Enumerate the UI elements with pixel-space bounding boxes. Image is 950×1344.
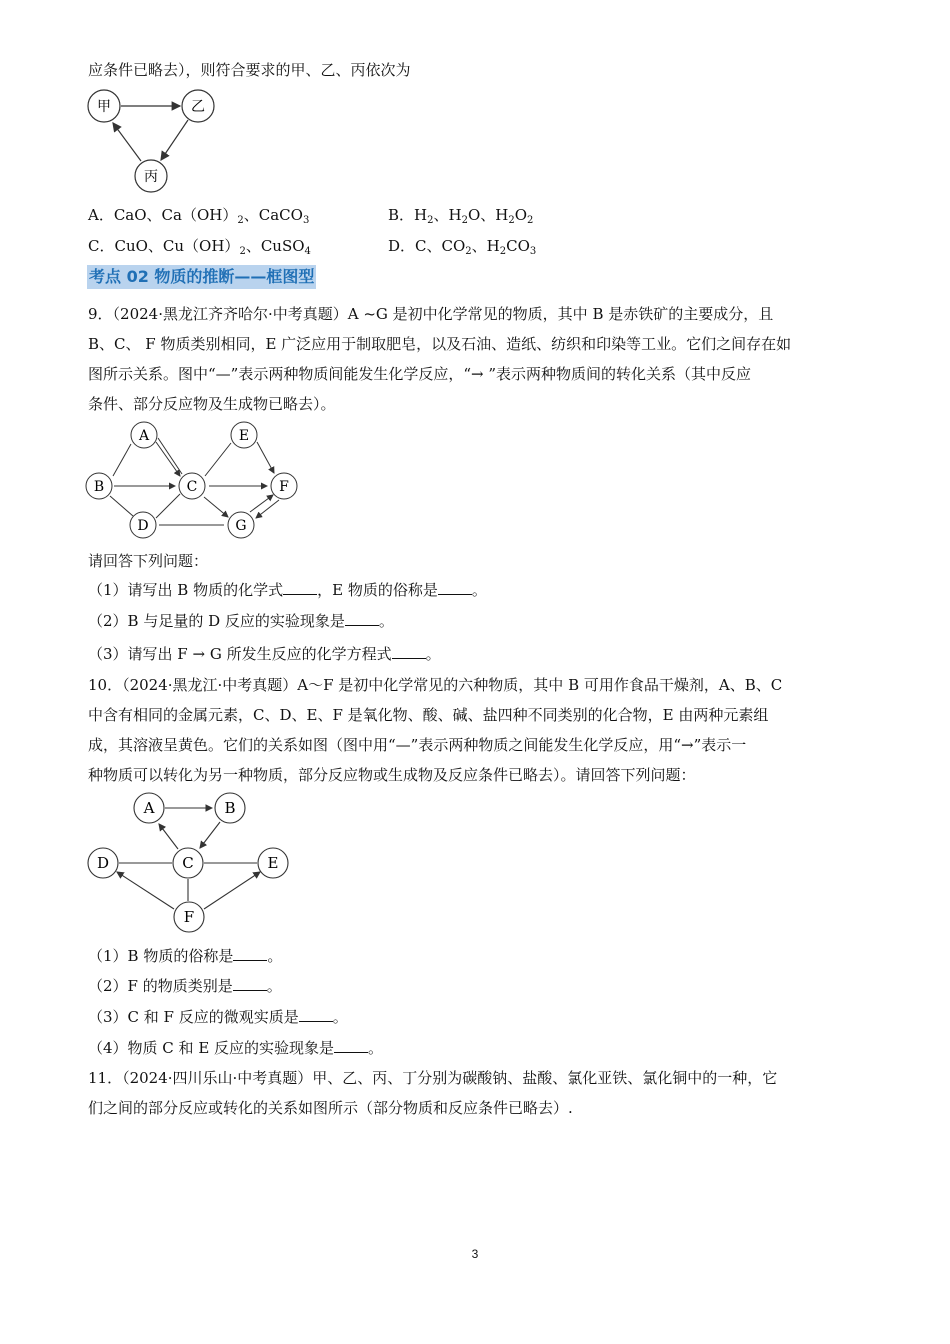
option-b[interactable]	[388, 204, 533, 232]
option-d-sub3: 3	[529, 246, 537, 257]
option-b-sub2: 2	[461, 215, 468, 226]
q9-node-d: D	[137, 518, 149, 534]
q10-node-b: B	[224, 799, 236, 817]
q9-sub-1	[88, 579, 487, 601]
q10-sub-3-end: 。	[332, 1008, 348, 1026]
q9-sub-2-end: 。	[378, 612, 394, 630]
q10-node-f: F	[183, 908, 195, 926]
q9-sub-3	[88, 643, 441, 665]
q10-sub-4-end: 。	[368, 1039, 384, 1057]
q9-node-a: A	[138, 428, 150, 444]
option-b-text2: 、H	[433, 206, 462, 224]
q9-line-2: B、C、 F 物质类别相同，E 广泛应用于制取肥皂，以及石油、造纸、纺织和印染等工业。它们之间存在如	[88, 335, 792, 353]
q11-line-2: 们之间的部分反应或转化的关系如图所示（部分物质和反应条件已略去）.	[88, 1099, 573, 1117]
intro-tail-text: 应条件已略去），则符合要求的甲、乙、丙依次为	[88, 61, 411, 79]
q10-sub-1	[88, 945, 282, 967]
q9-sub-2-text: （2）B 与足量的 D 反应的实验现象是	[88, 612, 345, 630]
option-b-sub: 2	[427, 215, 434, 226]
q10-sub-4	[88, 1037, 383, 1059]
q10-node-c: C	[182, 854, 194, 872]
q10-sub-1-text: （1）B 物质的俗称是	[88, 947, 234, 965]
q10-sub-1-end: 。	[267, 947, 283, 965]
q9-sub-3-text: （3）请写出 F → G 所发生反应的化学方程式	[88, 645, 392, 663]
section-heading: 考点 02 物质的推断——框图型	[87, 265, 316, 289]
q10-line-4: 种物质可以转化为另一种物质，部分反应物或生成物及反应条件已略去）。请回答下列问题：	[88, 766, 696, 784]
q10-sub-3-text: （3）C 和 F 反应的微观实质是	[88, 1008, 299, 1026]
q9-node-e: E	[238, 428, 250, 444]
option-c-sub: 2	[239, 246, 246, 257]
option-c-text: C．CuO、Cu（OH）	[88, 237, 240, 255]
q9-relation-diagram	[80, 420, 310, 545]
q9-sub-1-end: 。	[471, 581, 487, 599]
option-c-text2: 、CuSO	[245, 237, 305, 255]
q9-line-4: 条件、部分反应物及生成物已略去）。	[88, 395, 336, 413]
option-d-sub: 2	[465, 246, 472, 257]
option-b-text3: O、H	[467, 206, 509, 224]
node-bing-label: 丙	[144, 169, 158, 185]
option-c[interactable]	[88, 235, 311, 263]
option-a-sub: 2	[237, 215, 244, 226]
answer-blank[interactable]	[299, 1007, 333, 1022]
q9-node-c: C	[186, 479, 198, 495]
q10-line-3: 成，其溶液呈黄色。它们的关系如图（图中用“—”表示两种物质之间能发生化学反应，用“→”表示一	[88, 736, 747, 754]
answer-blank[interactable]	[438, 580, 472, 595]
node-jia-label: 甲	[97, 99, 111, 115]
q9-node-b: B	[93, 479, 105, 495]
q10-line-1: 10．（2024·黑龙江·中考真题）A～F 是初中化学常见的六种物质，其中 B 可用作食品干燥剂，A、B、C	[88, 676, 783, 694]
q10-node-a: A	[143, 799, 155, 817]
q10-relation-diagram	[80, 790, 300, 940]
q10-sub-2-text: （2）F 的物质类别是	[88, 977, 233, 995]
q9-line-3: 图所示关系。图中“—”表示两种物质间能发生化学反应，“→ ”表示两种物质间的转化关系（其中反应	[88, 365, 752, 383]
option-d-text3: CO	[506, 237, 530, 255]
answer-blank[interactable]	[345, 611, 379, 626]
answer-blank[interactable]	[334, 1038, 368, 1053]
q9-node-g: G	[235, 518, 247, 534]
q10-sub-3	[88, 1006, 348, 1028]
answer-blank[interactable]	[233, 976, 267, 991]
q9-sub-1-text: （1）请写出 B 物质的化学式	[88, 581, 284, 599]
option-b-sub3: 2	[508, 215, 515, 226]
q9-node-f: F	[279, 479, 289, 495]
q8-triangle-diagram	[80, 85, 230, 195]
q10-node-e: E	[267, 854, 279, 872]
answer-blank[interactable]	[392, 644, 426, 659]
option-d[interactable]	[388, 235, 536, 263]
option-c-sub2: 4	[304, 246, 311, 257]
option-a-sub2: 3	[302, 215, 310, 226]
option-b-text4: O	[514, 206, 528, 224]
option-d-text2: 、H	[471, 237, 500, 255]
q10-sub-2	[88, 975, 282, 997]
option-a[interactable]	[88, 204, 309, 232]
q10-node-d: D	[96, 854, 110, 872]
answer-blank[interactable]	[283, 580, 317, 595]
q10-sub-4-text: （4）物质 C 和 E 反应的实验现象是	[88, 1039, 335, 1057]
q11-line-1: 11．（2024·四川乐山·中考真题）甲、乙、丙、丁分别为碳酸钠、盐酸、氯化亚铁、氯化铜中的一种，它	[88, 1069, 778, 1087]
node-yi-label: 乙	[191, 99, 205, 115]
q9-line-1: 9．（2024·黑龙江齐齐哈尔·中考真题）A ~G 是初中化学常见的物质，其中 B 是赤铁矿的主要成分，且	[88, 305, 774, 323]
q10-sub-2-end: 。	[266, 977, 282, 995]
arrow-yi-bing	[161, 120, 188, 160]
option-d-text: D．C、CO	[388, 237, 466, 255]
option-b-text: B．H	[388, 206, 428, 224]
q9-sub-3-end: 。	[425, 645, 441, 663]
page-number: 3	[471, 1247, 479, 1261]
q9-prompt: 请回答下列问题：	[88, 552, 209, 570]
answer-blank[interactable]	[233, 946, 267, 961]
option-d-sub2: 2	[499, 246, 507, 257]
q9-sub-1-text2: ，E 物质的俗称是	[317, 581, 438, 599]
arrow-bing-jia	[113, 123, 141, 161]
option-a-text: A．CaO、Ca（OH）	[88, 206, 238, 224]
option-a-text2: 、CaCO	[243, 206, 303, 224]
option-b-sub4: 2	[527, 215, 534, 226]
q10-line-2: 中含有相同的金属元素，C、D、E、F 是氧化物、酸、碱、盐四种不同类别的化合物，E 由两种元素组	[88, 706, 769, 724]
q9-sub-2	[88, 610, 394, 632]
